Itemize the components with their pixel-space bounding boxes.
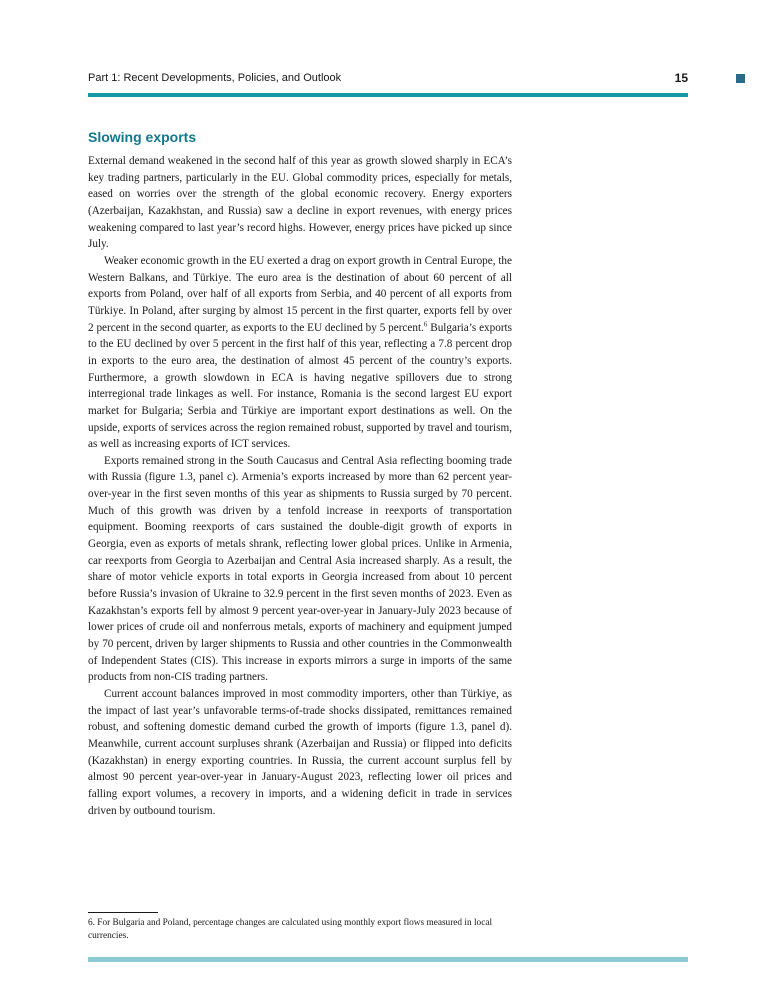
- page-header: [88, 72, 688, 88]
- section-title: Slowing exports: [88, 129, 197, 145]
- footnote-reference[interactable]: 6: [423, 319, 428, 328]
- main-content: [88, 128, 512, 819]
- running-title: Part 1: Recent Developments, Policies, and Outlook: [88, 72, 342, 84]
- footnote-divider: [88, 912, 158, 913]
- footnote: 6. For Bulgaria and Poland, percentage changes are calculated using monthly export flows measured in local currencies.: [88, 918, 493, 941]
- paragraph-4: Current account balances improved in most commodity importers, other than Türkiye, as the impact of last year’s unfavorable terms-of-trade shocks dissipated, remittances remained robust, and softening domestic demand curbed the growth of imports (figure 1.3, panel d). Meanwhile, current account surpluses shrank (Azerbaijan and Russia) or flipped into deficits (Kazakhstan) in energy exporting countries. In Russia, the current account surplus fell by almost 90 percent year-over-year in January-August 2023, reflecting lower oil prices and falling export volumes, a recovery in imports, and a widening deficit in trade in services driven by outbound tourism.: [88, 688, 512, 817]
- header-rule: [88, 93, 688, 97]
- paragraph-2: [88, 253, 512, 453]
- paragraph-2-text-a: Weaker economic growth in the EU exerted a drag on export growth in Central Europe, the Western Balkans, and Türkiye. The euro area is the destination of about 60 percent of all exports from Poland, over half of all exports from Serbia, and 40 percent of all exports from Türkiye. In Poland, after surging by almost 15 percent in the first quarter, exports fell by over 2 percent in the second quarter, as exports to the EU declined by 5 percent.: [88, 254, 512, 334]
- page-number: 15: [674, 71, 688, 85]
- paragraph-2-text-b: Bulgaria’s exports to the EU declined by over 5 percent in the first half of this year, reflecting a 7.8 percent drop in exports to the euro area, the destination of almost 45 percent of the country’s exports. Furthermore, a growth slowdown in ECA is having negative spillovers due to strong interregional trade linkages as well. For instance, Romania is the second largest EU export market for Bulgaria; Serbia and Türkiye are important export destinations as well. On the upside, exports of services across the region remained robust, supported by travel and tourism, as well as increasing exports of ICT services.: [88, 321, 513, 451]
- paragraph-1: External demand weakened in the second half of this year as growth slowed sharply in ECA’s key trading partners, particularly in the EU. Global commodity prices, especially for metals, eased on worries over the strength of the global economic recovery. Energy exporters (Azerbaijan, Kazakhstan, and Russia) saw a decline in export revenues, with energy prices weakening compared to last year’s record highs. However, energy prices have picked up since July.: [88, 155, 512, 251]
- footer-rule: [88, 957, 688, 962]
- square-marker-icon: [736, 74, 745, 83]
- paragraph-3: Exports remained strong in the South Caucasus and Central Asia reflecting booming trade with Russia (figure 1.3, panel c). Armenia’s exports increased by more than 62 percent year-over-year in the first seven months of this year as shipments to Russia surged by 70 percent. Much of this growth was driven by a tenfold increase in reexports of transportation equipment. Booming reexports of cars sustained the double-digit growth of exports in Georgia, even as exports of metals shrank, reflecting lower global prices. Unlike in Armenia, car reexports from Georgia to Azerbaijan and Central Asia increased sharply. As a result, the share of motor vehicle exports in total exports in Georgia increased from about 10 percent before Russia’s invasion of Ukraine to 32.9 percent in the first seven months of 2023. Even as Kazakhstan’s exports fell by almost 9 percent year-over-year in January-July 2023 because of lower prices of crude oil and nonferrous metals, exports of machinery and equipment jumped by 70 percent, driven by larger shipments to Russia and other countries in the Commonwealth of Independent States (CIS). This increase in exports mirrors a surge in imports of the same products from non-CIS trading partners.: [88, 454, 512, 684]
